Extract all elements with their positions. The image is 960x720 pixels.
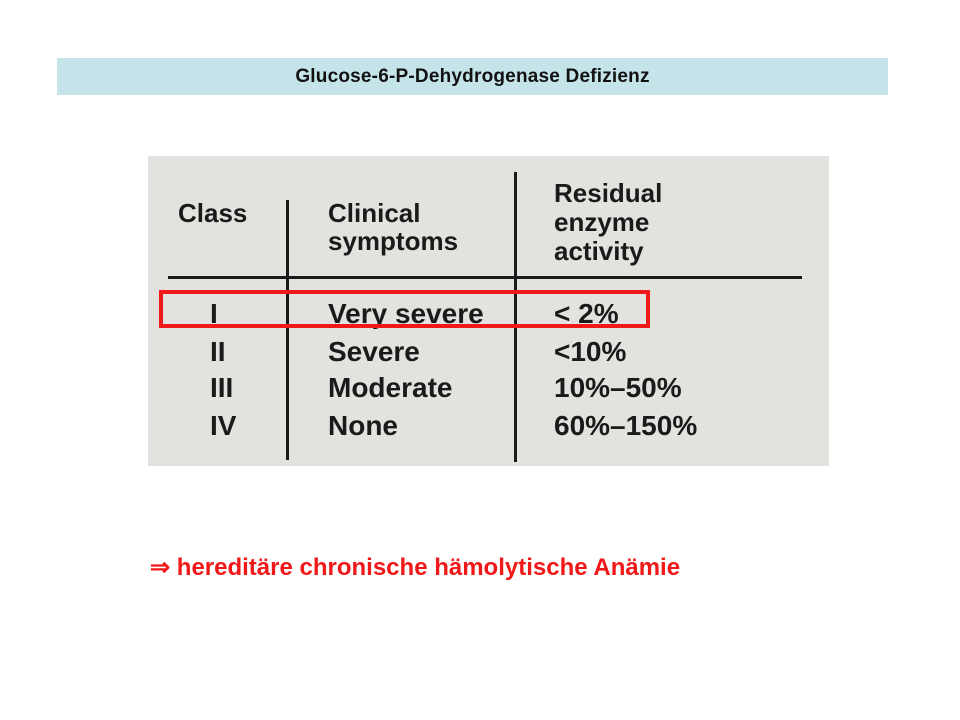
row-3-symptoms: Moderate [328, 372, 453, 403]
row-3-activity: 10%–50% [554, 372, 682, 403]
header-clinical-line1: Clinical [328, 198, 421, 228]
implies-arrow-icon: ⇒ [150, 554, 171, 581]
row-3-class: III [210, 372, 234, 403]
header-residual-line1: Residual [554, 178, 663, 208]
header-class: Class [178, 198, 248, 228]
row-2-class: II [210, 336, 226, 367]
row-2-symptoms: Severe [328, 336, 420, 367]
row-4-activity: 60%–150% [554, 410, 698, 441]
row-highlight-box [159, 290, 650, 328]
title-bar [57, 58, 888, 95]
column-rule-1 [286, 200, 289, 460]
row-4-class: IV [210, 410, 237, 441]
row-4-symptoms: None [328, 410, 398, 441]
conclusion-text [150, 553, 680, 582]
conclusion-label: hereditäre chronische hämolytische Anämie [176, 554, 681, 581]
header-clinical-line2: symptoms [328, 226, 459, 256]
header-residual-line3: activity [554, 236, 644, 266]
header-residual-line2: enzyme [554, 207, 650, 237]
row-2-activity: <10% [554, 336, 627, 367]
header-rule [168, 276, 802, 279]
row-1-symptoms: Very severe [328, 298, 484, 329]
row-1-activity: < 2% [554, 298, 619, 329]
page-title: Glucose-6-P-Dehydrogenase Defizienz [295, 65, 650, 87]
row-1-class: I [210, 298, 218, 329]
